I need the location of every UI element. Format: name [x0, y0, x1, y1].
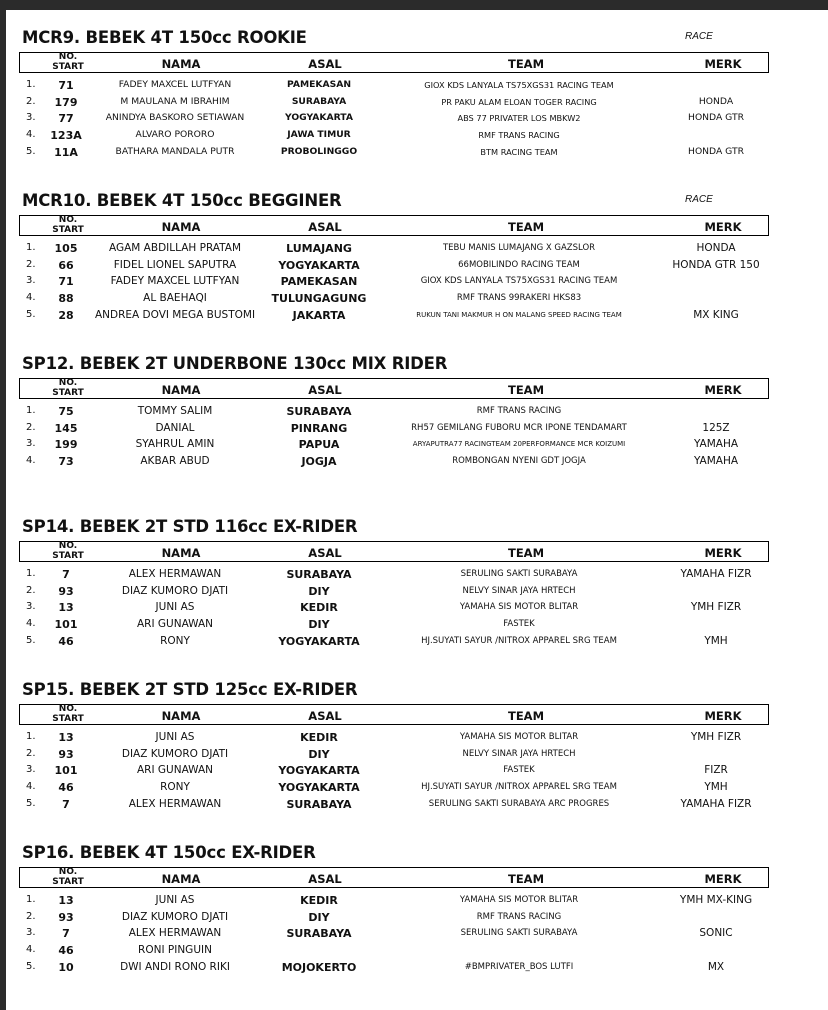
rank-cell: 4. — [26, 781, 36, 793]
table-row: 5. 7 ALEX HERMAWAN SURABAYA SERULING SAKTI SURABAYA ARC PROGRES YAMAHA FIZR — [26, 797, 752, 811]
table-header — [19, 541, 769, 562]
table-row: 1. 13 JUNI AS KEDIR YAMAHA SIS MOTOR BLITAR YMH FIZR — [26, 731, 742, 744]
rank-cell: 4. — [26, 618, 36, 630]
rank-cell: 5. — [26, 960, 36, 972]
header-asal: ASAL — [308, 709, 342, 723]
rank-cell: 5. — [26, 308, 36, 320]
rank-cell: 2. — [26, 95, 36, 107]
header-team: TEAM — [507, 57, 545, 71]
class-title: SP16. BEBEK 4T 150cc EX-RIDER — [22, 843, 316, 862]
header-asal: ASAL — [308, 220, 342, 234]
header-team: TEAM — [507, 383, 545, 397]
header-no-start: NO. START — [52, 541, 84, 561]
header-asal: ASAL — [308, 383, 342, 397]
table-header — [19, 704, 769, 725]
rank-cell: 2. — [26, 910, 36, 922]
header-asal: ASAL — [308, 546, 342, 560]
table-row: 4. 73 AKBAR ABUD JOGJA ROMBONGAN NYENI GDT JOGJA YAMAHA — [26, 455, 739, 469]
result-rows — [6, 730, 828, 813]
header-nama: NAMA — [161, 57, 201, 71]
table-row: 5. 46 RONY YOGYAKARTA HJ.SUYATI SAYUR /NITROX APPAREL SRG TEAM YMH — [26, 634, 728, 648]
table-row: 1. 71 FADEY MAXCEL LUTFYAN PAMEKASAN GIOX KDS LANYALA TS75XGS31 RACING TEAM — [26, 79, 614, 92]
table-row: 2. 145 DANIAL PINRANG RH57 GEMILANG FUBORU MCR IPONE TENDAMART 125Z — [26, 421, 730, 435]
result-rows — [6, 78, 828, 161]
table-row: 5. 28 ANDREA DOVI MEGA BUSTOMI JAKARTA RUKUN TANI MAKMUR H ON MALANG SPEED RACING TEAM MX KING — [26, 308, 739, 322]
rank-cell: 1. — [26, 242, 36, 253]
table-row: 4. 46 RONI PINGUIN — [26, 944, 212, 958]
result-rows — [6, 404, 828, 471]
table-row: 1. 75 TOMMY SALIM SURABAYA RMF TRANS RACING — [26, 405, 562, 418]
header-nama: NAMA — [161, 546, 201, 560]
header-merk: MERK — [704, 709, 742, 723]
race-label: RACE — [685, 194, 713, 205]
table-row: 1. 13 JUNI AS KEDIR YAMAHA SIS MOTOR BLITAR YMH MX-KING — [26, 894, 753, 907]
rank-cell: 3. — [26, 601, 36, 613]
class-title: MCR9. BEBEK 4T 150cc ROOKIE — [22, 28, 307, 47]
table-row: 4. 101 ARI GUNAWAN DIY FASTEK — [26, 618, 535, 632]
rank-cell: 3. — [26, 112, 36, 124]
header-no-start: NO. START — [52, 867, 84, 887]
table-row: 5. 11A BATHARA MANDALA PUTR PROBOLINGGO BTM RACING TEAM HONDA GTR — [26, 145, 744, 159]
table-row: 3. 7 ALEX HERMAWAN SURABAYA SERULING SAKTI SURABAYA SONIC — [26, 927, 733, 941]
rank-cell: 1. — [26, 731, 36, 742]
rank-cell: 3. — [26, 764, 36, 776]
table-header — [19, 867, 769, 888]
header-nama: NAMA — [161, 383, 201, 397]
result-rows — [6, 567, 828, 650]
class-title: SP12. BEBEK 2T UNDERBONE 130cc MIX RIDER — [22, 354, 448, 373]
header-team: TEAM — [507, 709, 545, 723]
rank-cell: 1. — [26, 568, 36, 579]
header-no-start: NO. START — [52, 215, 84, 235]
header-no-start: NO. START — [52, 378, 84, 398]
table-row: 2. 93 DIAZ KUMORO DJATI DIY NELVY SINAR JAYA HRTECH — [26, 747, 576, 761]
header-merk: MERK — [704, 872, 742, 886]
header-merk: MERK — [704, 546, 742, 560]
header-no-start: NO. START — [52, 52, 84, 72]
rank-cell: 2. — [26, 584, 36, 596]
header-asal: ASAL — [308, 872, 342, 886]
table-row: 3. 199 SYAHRUL AMIN PAPUA ARYAPUTRA77 RACINGTEAM 20PERFORMANCE MCR KOIZUMI YAMAHA — [26, 438, 739, 452]
table-row: 2. 93 DIAZ KUMORO DJATI DIY NELVY SINAR JAYA HRTECH — [26, 584, 576, 598]
header-nama: NAMA — [161, 220, 201, 234]
result-rows — [6, 893, 828, 976]
table-header — [19, 52, 769, 73]
class-title: SP14. BEBEK 2T STD 116cc EX-RIDER — [22, 517, 358, 536]
header-nama: NAMA — [161, 709, 201, 723]
table-row: 2. 93 DIAZ KUMORO DJATI DIY RMF TRANS RACING — [26, 910, 562, 924]
race-label: RACE — [685, 31, 713, 42]
results-sheet — [6, 10, 828, 1010]
rank-cell: 1. — [26, 79, 36, 90]
table-row: 4. 88 AL BAEHAQI TULUNGAGUNG RMF TRANS 99RAKERI HKS83 — [26, 292, 582, 306]
table-row: 4. 46 RONY YOGYAKARTA HJ.SUYATI SAYUR /NITROX APPAREL SRG TEAM YMH — [26, 781, 728, 795]
rank-cell: 4. — [26, 944, 36, 956]
table-header — [19, 215, 769, 236]
header-merk: MERK — [704, 57, 742, 71]
rank-cell: 4. — [26, 292, 36, 304]
rank-cell: 5. — [26, 797, 36, 809]
rank-cell: 2. — [26, 747, 36, 759]
table-row: 3. 71 FADEY MAXCEL LUTFYAN PAMEKASAN GIOX KDS LANYALA TS75XGS31 RACING TEAM — [26, 275, 618, 289]
rank-cell: 2. — [26, 421, 36, 433]
table-row: 4. 123A ALVARO PORORO JAWA TIMUR RMF TRANS RACING — [26, 129, 560, 143]
header-team: TEAM — [507, 872, 545, 886]
rank-cell: 4. — [26, 129, 36, 141]
table-row: 3. 77 ANINDYA BASKORO SETIAWAN YOGYAKARTA ABS 77 PRIVATER LOS MBKW2 HONDA GTR — [26, 112, 744, 126]
header-asal: ASAL — [308, 57, 342, 71]
rank-cell: 3. — [26, 438, 36, 450]
table-row: 3. 13 JUNI AS KEDIR YAMAHA SIS MOTOR BLITAR YMH FIZR — [26, 601, 742, 615]
class-title: SP15. BEBEK 2T STD 125cc EX-RIDER — [22, 680, 358, 699]
rank-cell: 3. — [26, 927, 36, 939]
rank-cell: 3. — [26, 275, 36, 287]
rank-cell: 4. — [26, 455, 36, 467]
table-row: 2. 179 M MAULANA M IBRAHIM SURABAYA PR PAKU ALAM ELOAN TOGER RACING HONDA — [26, 95, 734, 109]
table-row: 5. 10 DWI ANDI RONO RIKI MOJOKERTO #BMPRIVATER_BOS LUTFI MX — [26, 960, 725, 974]
table-row: 3. 101 ARI GUNAWAN YOGYAKARTA FASTEK FIZR — [26, 764, 728, 778]
header-team: TEAM — [507, 546, 545, 560]
result-rows — [6, 241, 828, 324]
table-header — [19, 378, 769, 399]
class-title: MCR10. BEBEK 4T 150cc BEGGINER — [22, 191, 342, 210]
header-merk: MERK — [704, 383, 742, 397]
table-row: 2. 66 FIDEL LIONEL SAPUTRA YOGYAKARTA 66MOBILINDO RACING TEAM HONDA GTR 150 — [26, 258, 760, 272]
header-team: TEAM — [507, 220, 545, 234]
rank-cell: 1. — [26, 894, 36, 905]
header-no-start: NO. START — [52, 704, 84, 724]
rank-cell: 5. — [26, 634, 36, 646]
rank-cell: 2. — [26, 258, 36, 270]
table-row: 1. 105 AGAM ABDILLAH PRATAM LUMAJANG TEBU MANIS LUMAJANG X GAZSLOR HONDA — [26, 242, 736, 255]
table-row: 1. 7 ALEX HERMAWAN SURABAYA SERULING SAKTI SURABAYA YAMAHA FIZR — [26, 568, 752, 581]
header-merk: MERK — [704, 220, 742, 234]
header-nama: NAMA — [161, 872, 201, 886]
rank-cell: 1. — [26, 405, 36, 416]
rank-cell: 5. — [26, 145, 36, 157]
